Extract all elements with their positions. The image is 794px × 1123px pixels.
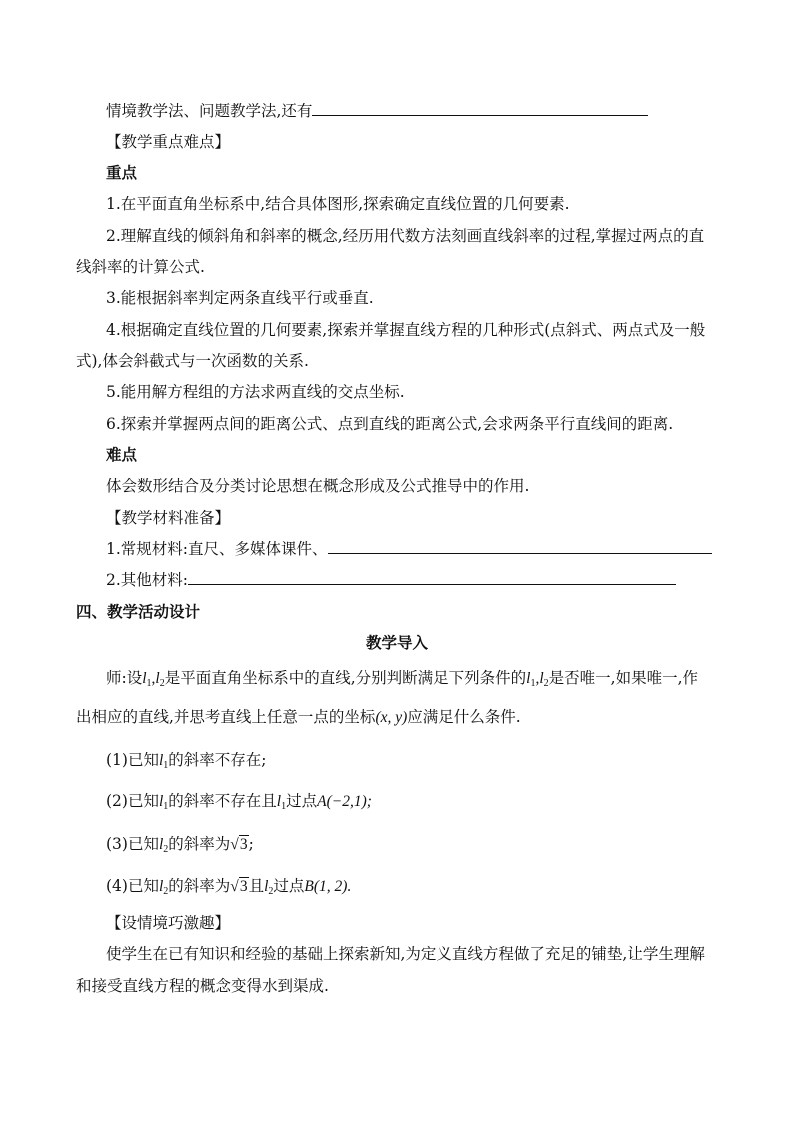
situation-line-1: 使学生在已有知识和经验的基础上探索新知,为定义直线方程做了充足的铺垫,让学生理解 (106, 945, 705, 963)
math-l1-l2-second: $l_1,l_2$ (526, 670, 549, 689)
teaching-methods-text: 情境教学法、问题教学法,还有 (106, 102, 313, 120)
teacher-prompt-line-2 (76, 706, 521, 729)
question-3: (3)已知$l_2$的斜率为√3; (106, 835, 254, 855)
fill-blank-materials-1 (328, 538, 712, 554)
math-sqrt-3: √3 (230, 878, 248, 895)
teacher-prompt-text-a: 师:设 (106, 669, 143, 687)
key-point-2-line-2: 线斜率的计算公式. (76, 258, 205, 276)
section-4-heading: 四、教学活动设计 (76, 602, 201, 621)
math-point-xy: (x, y) (375, 709, 408, 726)
math-point-a: A(−2,1); (317, 793, 372, 810)
difficulty-heading: 难点 (106, 445, 138, 464)
math-l1: $l_1$ (158, 793, 169, 812)
teaching-intro-title: 教学导入 (365, 633, 428, 652)
key-difficulty-heading: 【教学重点难点】 (106, 133, 231, 151)
fill-blank-materials-2 (188, 569, 676, 585)
materials-2-text: 2.其他材料: (106, 571, 189, 589)
difficulty-text: 体会数形结合及分类讨论思想在概念形成及公式推导中的作用. (106, 477, 530, 495)
teacher-prompt-text-c: 是否唯一,如果唯一,作 (548, 669, 699, 687)
fill-blank-methods (312, 100, 648, 116)
teacher-prompt-text-e: 应满足什么条件. (407, 708, 521, 726)
materials-heading: 【教学材料准备】 (106, 509, 231, 527)
key-point-3: 3.能根据斜率判定两条直线平行或垂直. (106, 289, 374, 307)
math-l2: $l_2$ (158, 878, 169, 897)
materials-1-text: 1.常规材料:直尺、多媒体课件、 (106, 540, 328, 558)
question-2: (2)已知$l_1$的斜率不存在且$l_1$过点A(−2,1); (106, 792, 372, 812)
key-point-6: 6.探索并掌握两点间的距离公式、点到直线的距离公式,会求两条平行直线间的距离. (106, 415, 674, 433)
key-point-4-line-1: 4.根据确定直线位置的几何要素,探索并掌握直线方程的几种形式(点斜式、两点式及一般 (106, 321, 706, 339)
math-l1-l2: $l_1,l_2$ (142, 670, 165, 689)
math-l1: $l_1$ (276, 793, 287, 812)
math-l2: $l_2$ (158, 836, 169, 855)
teaching-methods-line (106, 100, 648, 122)
materials-line-1 (106, 538, 712, 560)
key-points-heading: 重点 (106, 163, 138, 182)
teacher-prompt-text-b: 是平面直角坐标系中的直线,分别判断满足下列条件的 (164, 669, 527, 687)
math-point-b: B(1, 2). (304, 878, 352, 895)
math-l1: $l_1$ (158, 752, 169, 771)
situation-line-2: 和接受直线方程的概念变得水到渠成. (76, 977, 329, 995)
math-l2: $l_2$ (264, 878, 274, 897)
teacher-prompt-line-1 (106, 667, 698, 695)
question-4: (4)已知$l_2$的斜率为√3且$l_2$过点B(1, 2). (106, 877, 352, 897)
question-1: (1)已知$l_1$的斜率不存在; (106, 751, 267, 771)
key-point-2-line-1: 2.理解直线的倾斜角和斜率的概念,经历用代数方法刻画直线斜率的过程,掌握过两点的直 (106, 227, 705, 245)
key-point-5: 5.能用解方程组的方法求两直线的交点坐标. (106, 383, 405, 401)
math-sqrt-3: √3 (230, 836, 248, 853)
key-point-1: 1.在平面直角坐标系中,结合具体图形,探索确定直线位置的几何要素. (106, 195, 570, 213)
materials-line-2 (106, 569, 676, 591)
teacher-prompt-text-d: 出相应的直线,并思考直线上任意一点的坐标 (76, 708, 376, 726)
key-point-4-line-2: 式),体会斜截式与一次函数的关系. (76, 352, 309, 370)
situation-heading: 【设情境巧激趣】 (106, 914, 231, 932)
